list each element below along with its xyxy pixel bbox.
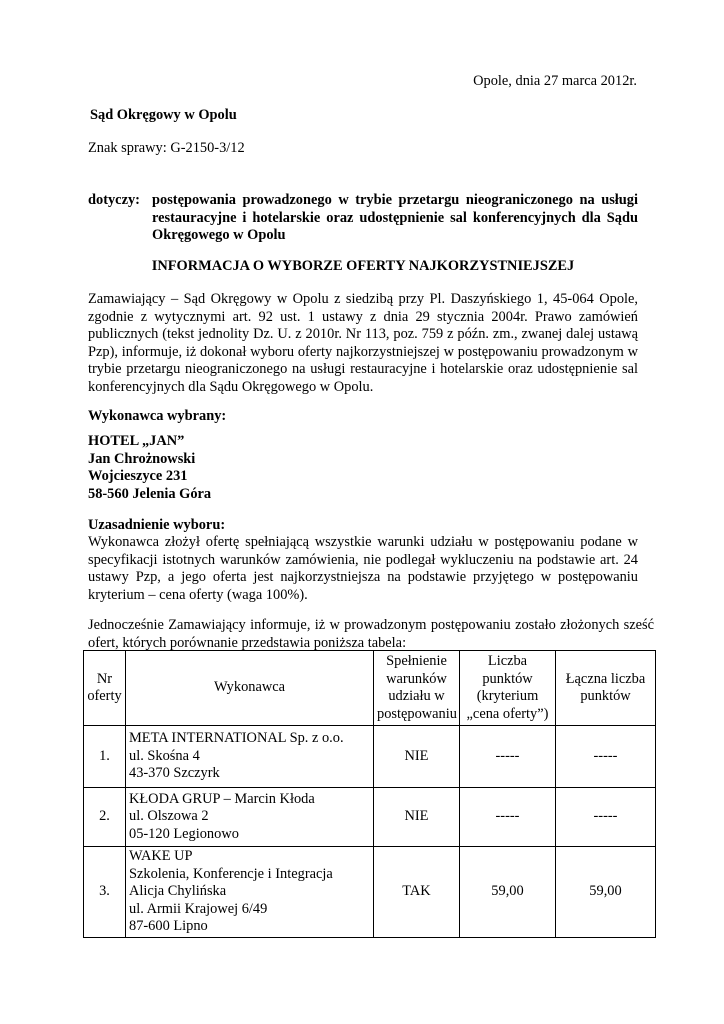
header-total: Łączna liczba punktów bbox=[556, 651, 656, 726]
cell-conditions: TAK bbox=[374, 847, 460, 938]
cell-conditions: NIE bbox=[374, 788, 460, 847]
case-reference: Znak sprawy: G-2150-3/12 bbox=[88, 140, 245, 156]
table-row bbox=[84, 788, 656, 847]
cell-contractor bbox=[126, 788, 374, 847]
cell-nr: 3. bbox=[84, 847, 126, 938]
chosen-contractor-line: HOTEL „JAN” bbox=[88, 433, 185, 449]
intro-paragraph: Zamawiający – Sąd Okręgowy w Opolu z siedzibą przy Pl. Daszyńskiego 1, 45-064 Opole, zgodnie z wytycznymi art. 92 ust. 1 ustawy z dnia 29 stycznia 2004r. Prawo zamówień publicznych (tekst jednolity Dz. U. z 2010r. Nr 113, poz. 759 z późn. zm., zwanej dalej ustawą Pzp), informuje, iż dokonał wyboru oferty najkorzystniejszej w postępowaniu prowadzonym w trybie przetargu nieograniczonego na usługi restauracyjne i hotelarskie oraz udostępnienie sal konferencyjnych dla Sądu Okręgowego w Opolu. bbox=[88, 291, 638, 395]
regarding-label: dotyczy: bbox=[88, 192, 140, 208]
cell-total: ----- bbox=[556, 726, 656, 788]
chosen-contractor-line: Wojcieszyce 231 bbox=[88, 468, 188, 484]
contractor-line: ul. Armii Krajowej 6/49 bbox=[129, 900, 268, 917]
cell-contractor bbox=[126, 847, 374, 938]
contractor-line: WAKE UP bbox=[129, 848, 193, 865]
cell-points: ----- bbox=[460, 726, 556, 788]
document-title: INFORMACJA O WYBORZE OFERTY NAJKORZYSTNIEJSZEJ bbox=[151, 258, 575, 274]
header-contractor: Wykonawca bbox=[126, 651, 374, 726]
chosen-contractor-label: Wykonawca wybrany: bbox=[88, 408, 227, 424]
chosen-contractor-block bbox=[88, 433, 211, 503]
contractor-line: 43-370 Szczyrk bbox=[129, 765, 220, 782]
cell-points: ----- bbox=[460, 788, 556, 847]
contractor-line: ul. Olszowa 2 bbox=[129, 808, 209, 825]
contractor-line: META INTERNATIONAL Sp. z o.o. bbox=[129, 730, 344, 747]
cell-total: 59,00 bbox=[556, 847, 656, 938]
contractor-line: ul. Skośna 4 bbox=[129, 747, 200, 764]
contractor-line: 05-120 Legionowo bbox=[129, 825, 239, 842]
table-header-row bbox=[84, 651, 656, 726]
contractor-line: Szkolenia, Konferencje i Integracja bbox=[129, 865, 333, 882]
chosen-contractor-line: Jan Chrożnowski bbox=[88, 450, 196, 467]
cell-conditions: NIE bbox=[374, 726, 460, 788]
table-intro-paragraph: Jednocześnie Zamawiający informuje, iż w prowadzonym postępowaniu zostało złożonych sześć ofert, których porównanie przedstawia poniższa tabela: bbox=[88, 617, 654, 651]
justification-title: Uzasadnienie wyboru: bbox=[88, 517, 226, 533]
contractor-line: Alicja Chylińska bbox=[129, 883, 227, 900]
cell-contractor bbox=[126, 726, 374, 788]
table-row bbox=[84, 847, 656, 938]
offers-table bbox=[83, 650, 656, 938]
cell-total: ----- bbox=[556, 788, 656, 847]
cell-nr: 1. bbox=[84, 726, 126, 788]
contractor-line: KŁODA GRUP – Marcin Kłoda bbox=[129, 790, 315, 807]
chosen-contractor-line: 58-560 Jelenia Góra bbox=[88, 485, 212, 502]
court-name: Sąd Okręgowy w Opolu bbox=[90, 107, 237, 123]
header-nr: Nr oferty bbox=[84, 651, 126, 726]
document-date: Opole, dnia 27 marca 2012r. bbox=[473, 73, 637, 89]
header-conditions: Spełnienie warunków udziału w postępowaniu bbox=[374, 651, 460, 726]
header-points: Liczba punktów (kryterium „cena oferty”) bbox=[460, 651, 556, 726]
justification-text: Wykonawca złożył ofertę spełniającą wszystkie warunki udziału w postępowaniu podane w specyfikacji istotnych warunków zamówienia, nie podlegał wykluczeniu na podstawie art. 24 ustawy Pzp, a jego oferta jest najkorzystniejsza na podstawie przyjętego w postępowaniu kryterium – cena oferty (waga 100%). bbox=[88, 534, 638, 603]
regarding-text: postępowania prowadzonego w trybie przetargu nieograniczonego na usługi restauracyjne i hotelarskie oraz udostępnienie sal konferencyjnych dla Sądu Okręgowego w Opolu bbox=[152, 192, 638, 243]
table-row bbox=[84, 726, 656, 788]
cell-points: 59,00 bbox=[460, 847, 556, 938]
contractor-line: 87-600 Lipno bbox=[129, 918, 208, 935]
cell-nr: 2. bbox=[84, 788, 126, 847]
